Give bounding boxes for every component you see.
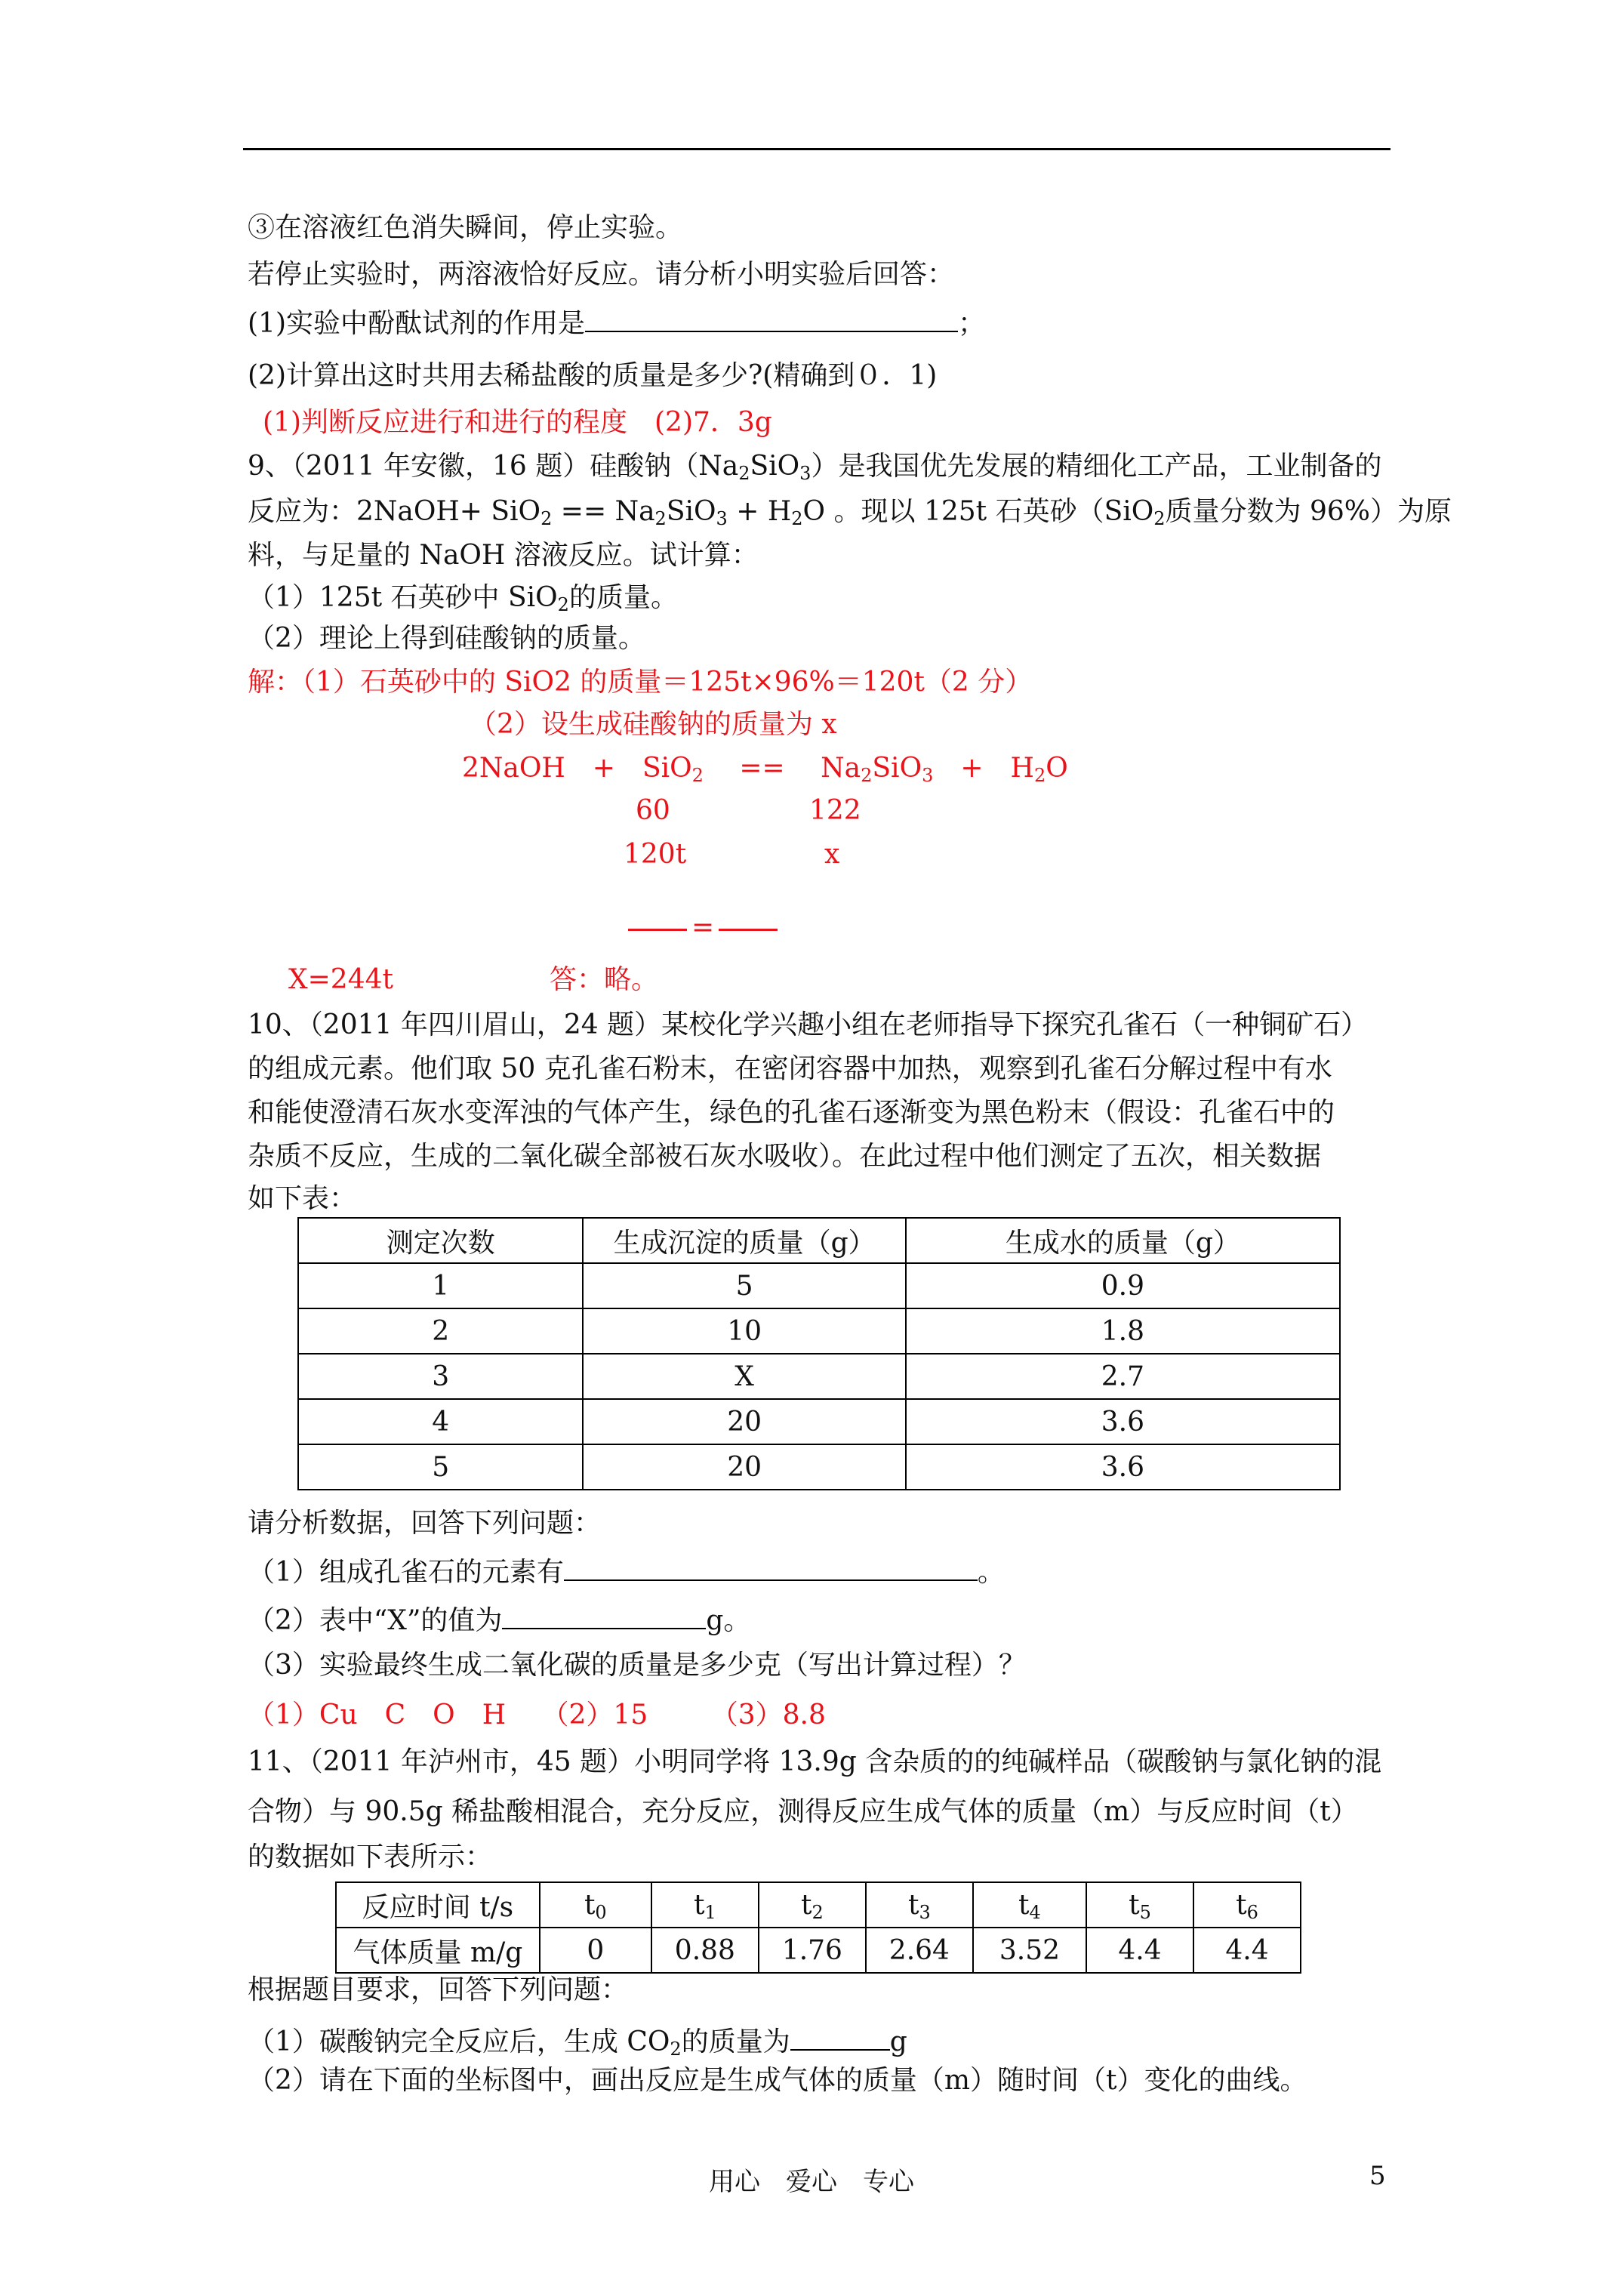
table-row: [336, 1928, 1301, 1973]
table-header-cell: 反应时间 t/s: [336, 1882, 540, 1928]
table-cell: 5: [583, 1263, 905, 1308]
p11-question-1: （1）碳酸钠完全反应后，生成 $CO_2$的质量为 g: [248, 2020, 907, 2060]
answer-blank: [790, 2020, 890, 2051]
table-cell: 1.76: [759, 1928, 866, 1973]
p10-line-1: 10、（2011 年四川眉山，24 题）某校化学兴趣小组在老师指导下探究孔雀石（一种铜矿石）: [248, 1009, 1369, 1040]
p9-line-2: 反应为：2NaOH+ $SiO_2 == Na_2SiO_3 + H_2O$ 。现以 125t 石英砂（SiO$_2$质量分数为 96%）为原: [248, 496, 1452, 529]
footer-motto: 用心 爱心 专心: [709, 2167, 914, 2197]
p9-equation: 2NaOH + SiO$_2$ == $Na_2SiO_3$ + $H_2O$: [462, 753, 1068, 786]
table-cell: $t_4$: [973, 1882, 1086, 1928]
table-cell: 4.4: [1193, 1928, 1301, 1973]
table-cell: 5: [298, 1444, 583, 1490]
table-cell: 20: [583, 1444, 905, 1490]
table-cell: 0.9: [906, 1263, 1340, 1308]
table-cell: 0: [540, 1928, 651, 1973]
table-cell: 2.7: [906, 1354, 1340, 1399]
table-row: [298, 1354, 1340, 1399]
p11-line-1: 11、（2011 年泸州市，45 题）小明同学将 13.9g 含杂质的的纯碱样品（碳酸钠与氯化钠的混: [248, 1746, 1382, 1777]
p9-value-1: 120t: [624, 839, 687, 870]
p9-line-3: 料，与足量的 NaOH 溶液反应。试计算：: [248, 540, 759, 571]
table-cell: $t_0$: [540, 1882, 651, 1928]
table-cell: 3.6: [906, 1399, 1340, 1444]
p9-question-1: （1）125t 石英砂中 SiO$_2$的质量。: [248, 582, 678, 615]
p9-molar-mass-1: 60: [636, 795, 670, 826]
table-header-row: [298, 1218, 1340, 1263]
table-cell: 3.52: [973, 1928, 1086, 1973]
answer-blank: [564, 1551, 978, 1581]
p9-question-2: （2）理论上得到硅酸钠的质量。: [248, 623, 645, 654]
table-header-cell: 测定次数: [298, 1218, 583, 1263]
p9-result-answer: 答：略。: [550, 964, 659, 995]
p10-line-4: 杂质不反应，生成的二氧化碳全部被石灰水吸收）。在此过程中他们测定了五次，相关数据: [248, 1141, 1322, 1172]
table-cell: 1: [298, 1263, 583, 1308]
table-header-cell: 生成水的质量（g）: [906, 1218, 1340, 1263]
table-cell: 3.6: [906, 1444, 1340, 1490]
p10-ask: 请分析数据，回答下列问题：: [248, 1508, 602, 1539]
p9-solution-1: 解：（1）石英砂中的 SiO2 的质量＝125t×96%＝120t（2 分）: [248, 667, 1033, 698]
p9-line-1: 9、（2011 年安徽，16 题）硅酸钠$(Na_2SiO_3)$是我国优先发展的精细化工产品，工业制备的: [248, 451, 1382, 484]
table-cell: $t_6$: [1193, 1882, 1301, 1928]
table-cell: 20: [583, 1399, 905, 1444]
p11-line-2: 合物）与 90.5g 稀盐酸相混合，充分反应，测得反应生成气体的质量（m）与反应时间（t）: [248, 1796, 1358, 1827]
p11-ask: 根据题目要求，回答下列问题：: [248, 1974, 629, 2005]
table-cell: 2: [298, 1308, 583, 1354]
table-cell: 0.88: [651, 1928, 759, 1973]
table-cell: 4: [298, 1399, 583, 1444]
table-header-cell: 生成沉淀的质量（g）: [583, 1218, 905, 1263]
p9-value-2: x: [824, 839, 840, 870]
p11-data-table: [335, 1881, 1301, 1974]
table-cell: 4.4: [1086, 1928, 1193, 1973]
p11-line-3: 的数据如下表所示：: [248, 1841, 493, 1872]
table-cell: $t_5$: [1086, 1882, 1193, 1928]
table-row: [298, 1263, 1340, 1308]
p9-molar-mass-2: 122: [809, 795, 861, 826]
table-row: [336, 1882, 1301, 1928]
table-row: [298, 1308, 1340, 1354]
table-cell: 10: [583, 1308, 905, 1354]
p10-line-2: 的组成元素。他们取 50 克孔雀石粉末，在密闭容器中加热，观察到孔雀石分解过程中有水: [248, 1053, 1332, 1084]
p11-question-2: （2）请在下面的坐标图中，画出反应是生成气体的质量（m）随时间（t）变化的曲线。: [248, 2065, 1307, 2096]
table-cell: 2.64: [866, 1928, 973, 1973]
table-cell: $t_1$: [651, 1882, 759, 1928]
table-header-cell: 气体质量 m/g: [336, 1928, 540, 1973]
answer-line: (1)判断反应进行和进行的程度 (2)7．3g: [263, 407, 772, 438]
answer-blank: [585, 302, 958, 332]
step3-line: ③在溶液红色消失瞬间，停止实验。: [248, 212, 683, 243]
question-1-line: (1)实验中酚酞试剂的作用是 ；: [248, 302, 985, 342]
page-number: 5: [1369, 2161, 1386, 2191]
p10-answer: （1）Cu C O H （2）15 （3）8.8: [248, 1700, 826, 1730]
p9-solution-2: （2）设生成硅酸钠的质量为 x: [470, 709, 837, 740]
header-rule: [243, 148, 1390, 150]
answer-blank: [502, 1599, 706, 1629]
intro-line: 若停止实验时，两溶液恰好反应。请分析小明实验后回答：: [248, 259, 955, 290]
p9-result: X=244t: [288, 964, 393, 995]
p10-question-2: （2）表中“X”的值为 g。: [248, 1599, 750, 1639]
table-row: [298, 1399, 1340, 1444]
table-cell: $t_3$: [866, 1882, 973, 1928]
table-row: [298, 1444, 1340, 1490]
question-2-line: (2)计算出这时共用去稀盐酸的质量是多少?(精确到０．1): [248, 360, 938, 391]
p10-line-5: 如下表：: [248, 1183, 357, 1214]
p10-data-table: [297, 1217, 1341, 1490]
table-cell: $t_2$: [759, 1882, 866, 1928]
p10-line-3: 和能使澄清石灰水变浑浊的气体产生，绿色的孔雀石逐渐变为黑色粉末（假设：孔雀石中的: [248, 1097, 1335, 1128]
p9-proportion: =: [628, 912, 764, 943]
p10-question-1: （1）组成孔雀石的元素有 。: [248, 1551, 1005, 1591]
p10-question-3: （3）实验最终生成二氧化碳的质量是多少克（写出计算过程）？: [248, 1650, 1026, 1681]
table-cell: X: [583, 1354, 905, 1399]
table-cell: 1.8: [906, 1308, 1340, 1354]
table-cell: 3: [298, 1354, 583, 1399]
